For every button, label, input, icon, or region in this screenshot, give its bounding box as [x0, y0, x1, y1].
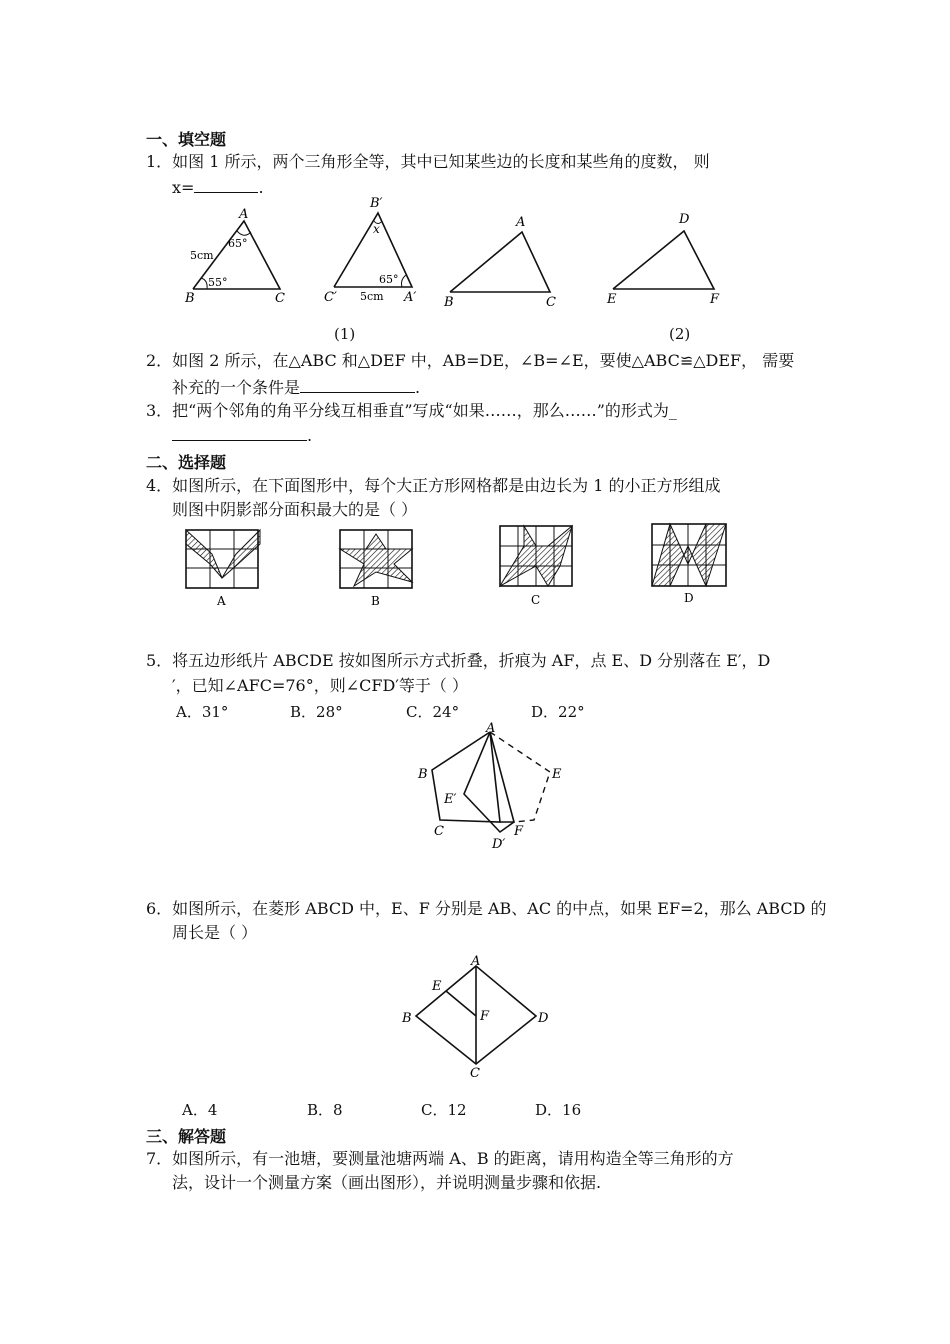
grid-option-a — [186, 530, 260, 612]
q3-suffix: . — [307, 426, 313, 445]
q1-suffix: . — [258, 178, 264, 197]
fig1-label-c-prime: C′ — [324, 290, 337, 305]
figure-2-triangle-abc — [440, 210, 570, 310]
section-heading-fill-in: 一、填空题 — [146, 130, 227, 149]
fig1-label-b-prime: B′ — [370, 196, 383, 211]
grid-label-d: D — [684, 591, 694, 605]
grid-label-a: A — [217, 594, 226, 608]
question-3-line-2 — [172, 424, 312, 447]
question-1-line-1: 1．如图 1 所示，两个三角形全等，其中已知某些边的长度和某些角的度数， 则 — [146, 152, 710, 171]
pentagon-label-d-prime: D′ — [492, 837, 506, 852]
q2-answer-blank[interactable] — [300, 376, 415, 393]
section-heading-choice: 二、选择题 — [146, 453, 227, 472]
pentagon-label-a: A — [486, 721, 496, 736]
q6-option-d[interactable]: D．16 — [535, 1101, 582, 1119]
figure-1-triangle-a-b-c-prime — [320, 195, 430, 305]
q6-option-c[interactable]: C．12 — [421, 1101, 467, 1119]
grid-label-b: B — [371, 594, 380, 608]
question-7-line-2: 法，设计一个测量方案（画出图形），并说明测量步骤和依据. — [172, 1173, 602, 1192]
fig2-label-a: A — [516, 215, 526, 230]
question-4-line-1: 4．如图所示，在下面图形中，每个大正方形网格都是由边长为 1 的小正方形组成 — [146, 476, 721, 495]
grid-option-d — [652, 524, 728, 608]
pentagon-label-b: B — [418, 767, 428, 782]
question-6-line-2: 周长是（ ） — [172, 923, 258, 942]
q2-suffix: . — [415, 378, 421, 397]
grid-option-b — [340, 530, 414, 612]
q5-option-c[interactable]: C．24° — [406, 703, 460, 721]
fig2-label-c: C — [546, 295, 556, 310]
q6-option-a[interactable]: A．4 — [182, 1101, 218, 1119]
rhombus-label-d: D — [538, 1011, 549, 1026]
fig1-label-x: x — [373, 222, 380, 236]
fig1-angle-65: 65° — [228, 237, 248, 250]
q3-answer-blank[interactable] — [172, 424, 307, 441]
grid-label-c: C — [531, 593, 541, 607]
rhombus-label-f: F — [480, 1009, 490, 1024]
question-6-line-1: 6．如图所示，在菱形 ABCD 中，E、F 分别是 AB、AC 的中点，如果 EF=2，那么 ABCD 的 — [146, 899, 827, 918]
pentagon-label-e-prime: E′ — [444, 792, 457, 807]
question-5-line-2: ′，已知∠AFC=76°，则∠CFD′等于（ ） — [172, 676, 469, 695]
q6-option-b[interactable]: B．8 — [307, 1101, 343, 1119]
question-2-line-2 — [172, 376, 420, 399]
q2-prefix: 补充的一个条件是 — [172, 378, 301, 397]
fig1-label-b: B — [185, 291, 195, 306]
rhombus-label-c: C — [470, 1066, 480, 1081]
grid-option-c — [500, 526, 574, 610]
q5-option-b[interactable]: B．28° — [290, 703, 343, 721]
fig1-label-a-prime: A′ — [404, 290, 417, 305]
fig1-angle-65-prime: 65° — [379, 273, 399, 286]
figure-2-caption: (2) — [669, 325, 691, 343]
question-3-line-1: 3．把“两个邻角的角平分线互相垂直”写成“如果……，那么……”的形式为_ — [146, 401, 677, 420]
question-1-line-2 — [172, 176, 264, 199]
figure-1-triangle-abc — [180, 205, 290, 305]
pentagon-label-e: E — [552, 767, 562, 782]
fig2-label-d: D — [679, 212, 690, 227]
question-7-line-1: 7．如图所示，有一池塘，要测量池塘两端 A、B 的距离，请用构造全等三角形的方 — [146, 1149, 734, 1168]
q5-option-a[interactable]: A．31° — [176, 703, 229, 721]
fig2-label-b: B — [444, 295, 454, 310]
q5-option-d[interactable]: D．22° — [531, 703, 585, 721]
figure-rhombus — [398, 950, 558, 1082]
fig1-label-a: A — [239, 207, 249, 222]
figure-folded-pentagon — [410, 722, 580, 857]
pentagon-label-f: F — [514, 824, 524, 839]
fig2-label-e: E — [607, 292, 617, 307]
fig1-length-5cm-prime: 5cm — [360, 290, 384, 303]
question-4-line-2: 则图中阴影部分面积最大的是（ ） — [172, 500, 418, 519]
fig2-label-f: F — [710, 292, 720, 307]
rhombus-label-e: E — [432, 979, 442, 994]
q1-prefix: x= — [172, 178, 195, 197]
figure-1-caption: (1) — [334, 325, 356, 343]
fig1-label-c: C — [275, 291, 285, 306]
fig1-angle-55: 55° — [208, 276, 228, 289]
q1-answer-blank[interactable] — [194, 176, 258, 193]
section-heading-answer: 三、解答题 — [146, 1127, 227, 1146]
rhombus-label-a: A — [471, 954, 481, 969]
question-5-line-1: 5．将五边形纸片 ABCDE 按如图所示方式折叠，折痕为 AF，点 E、D 分别落在 E′，D — [146, 651, 771, 670]
fig1-length-5cm: 5cm — [190, 249, 214, 262]
figure-2-triangle-def — [600, 205, 730, 305]
rhombus-label-b: B — [402, 1011, 412, 1026]
pentagon-label-c: C — [434, 824, 444, 839]
question-2-line-1: 2．如图 2 所示，在△ABC 和△DEF 中，AB=DE，∠B=∠E，要使△ABC≌△DEF， 需要 — [146, 351, 795, 370]
